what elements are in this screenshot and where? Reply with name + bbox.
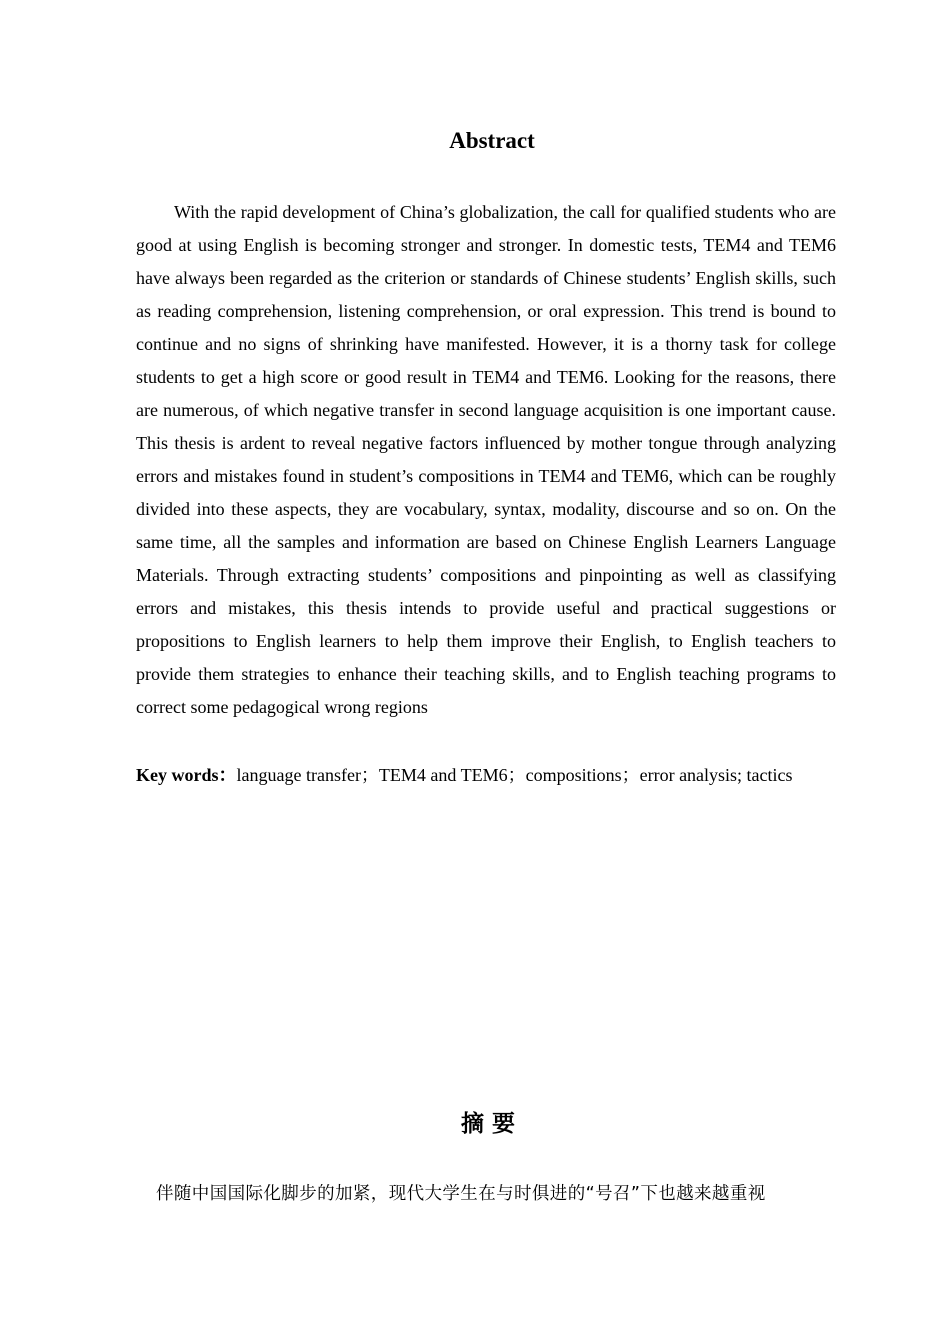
chinese-abstract-paragraph: 伴随中国国际化脚步的加紧，现代大学生在与时俱进的“号召”下也越来越重视 xyxy=(156,1184,766,1204)
abstract-paragraph: With the rapid development of China’s globalization, the call for qualified students who are good at using English is becoming stronger and stronger. In domestic tests, TEM4 and TEM6 have always been regarded as the criterion or standards of Chinese students’ English skills, such as reading comprehension, listening comprehension, or oral expression. This trend is bound to continue and no signs of shrinking have manifested. However, it is a thorny task for college students to get a high score or good result in TEM4 and TEM6. Looking for the reasons, there are numerous, of which negative transfer in second language acquisition is one important cause. This thesis is ardent to reveal negative factors influenced by mother tongue through analyzing errors and mistakes found in student’s compositions in TEM4 and TEM6, which can be roughly divided into these aspects, they are vocabulary, syntax, modality, discourse and so on. On the same time, all the samples and information are based on Chinese English Learners Language Materials. Through extracting students’ compositions and pinpointing as well as classifying errors and mistakes, this thesis intends to provide useful and practical suggestions or propositions to English learners to help them improve their English, to English teachers to provide them strategies to enhance their teaching skills, and to English teaching programs to correct some pedagogical wrong regions xyxy=(136,202,836,717)
chinese-abstract-heading: 摘要 xyxy=(461,1111,523,1137)
abstract-heading: Abstract xyxy=(449,128,535,153)
keywords-line xyxy=(136,759,848,792)
keywords-list: language transfer；TEM4 and TEM6；compositions；error analysis; tactics xyxy=(236,765,793,785)
keywords-label: Key words： xyxy=(136,765,237,785)
